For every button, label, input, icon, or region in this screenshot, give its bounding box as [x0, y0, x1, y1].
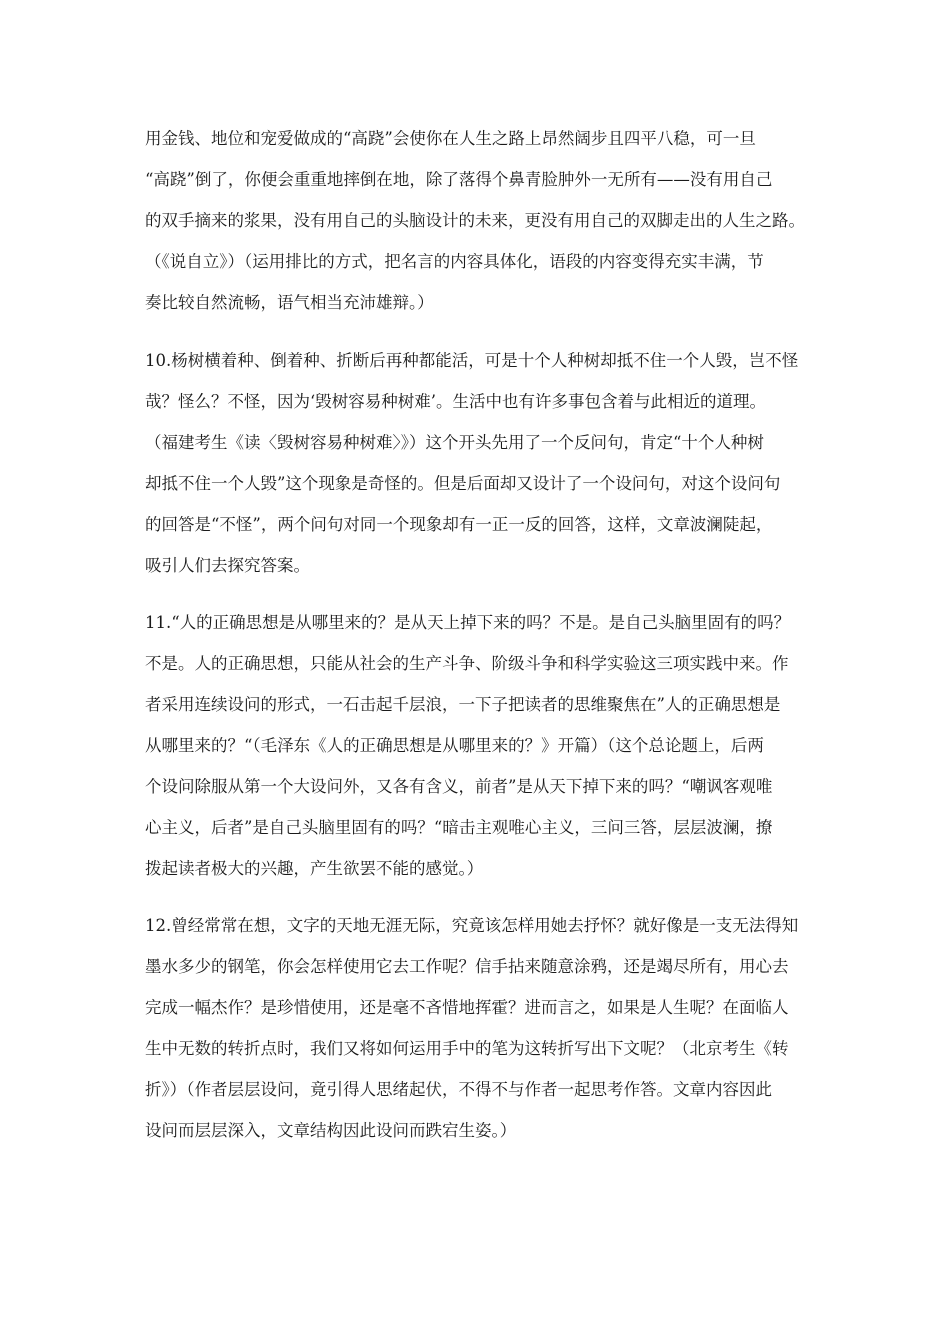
text-line: 从哪里来的？“（毛泽东《人的正确思想是从哪里来的？》开篇）（这个总论题上，后两 — [145, 736, 764, 755]
text-line: 个设问除服从第一个大设问外，又各有含义，前者”是从天下掉下来的吗？“嘲讽客观唯 — [145, 777, 773, 796]
text-line: 用金钱、地位和宠爱做成的“高跷”会使你在人生之路上昂然阔步且四平八稳，可一旦 — [145, 129, 756, 148]
text-line: 墨水多少的钢笔，你会怎样使用它去工作呢？信手拈来随意涂鸦，还是竭尽所有，用心去 — [145, 957, 789, 976]
text-line: 者采用连续设问的形式，一石击起千层浪，一下子把读者的思维聚焦在”人的正确思想是 — [145, 695, 781, 714]
text-line: 的回答是“不怪”，两个问句对同一个现象却有一正一反的回答，这样，文章波澜陡起， — [145, 515, 773, 534]
text-line: 哉？怪么？不怪，因为‘毁树容易种树难’。生活中也有许多事包含着与此相近的道理。 — [145, 392, 766, 411]
text-line: 折》）（作者层层设问，竟引得人思绪起伏，不得不与作者一起思考作答。文章内容因此 — [145, 1080, 772, 1099]
paragraph-item-10 — [145, 340, 815, 586]
paragraph-item-12 — [145, 905, 815, 1151]
text-line: 12.曾经常常在想，文字的天地无涯无际，究竟该怎样用她去抒怀？就好像是一支无法得知 — [145, 916, 799, 935]
text-line: 设问而层层深入，文章结构因此设问而跌宕生姿。） — [145, 1121, 517, 1140]
text-line: 拨起读者极大的兴趣，产生欲罢不能的感觉。） — [145, 859, 484, 878]
text-line: 心主义，后者”是自己头脑里固有的吗？“暗击主观唯心主义，三问三答，层层波澜，撩 — [145, 818, 773, 837]
text-line: 却抵不住一个人毁”这个现象是奇怪的。但是后面却又设计了一个设问句，对这个设问句 — [145, 474, 781, 493]
text-line: （《说自立》）（运用排比的方式，把名言的内容具体化，语段的内容变得充实丰满，节 — [145, 252, 764, 271]
text-line: 完成一幅杰作？是珍惜使用，还是毫不吝惜地挥霍？进而言之，如果是人生呢？在面临人 — [145, 998, 789, 1017]
paragraph-self-reliance-excerpt — [145, 118, 815, 323]
text-line: 奏比较自然流畅，语气相当充沛雄辩。） — [145, 293, 434, 312]
text-line: 吸引人们去探究答案。 — [145, 556, 310, 575]
text-line: 的双手摘来的浆果，没有用自己的头脑设计的未来，更没有用自己的双脚走出的人生之路。 — [145, 211, 805, 230]
text-line: “高跷”倒了，你便会重重地摔倒在地，除了落得个鼻青脸肿外一无所有——没有用自己 — [145, 170, 773, 189]
text-line: 不是。人的正确思想，只能从社会的生产斗争、阶级斗争和科学实验这三项实践中来。作 — [145, 654, 789, 673]
paragraph-item-11 — [145, 602, 815, 889]
text-line: 11.“人的正确思想是从哪里来的？是从天上掉下来的吗？不是。是自己头脑里固有的吗？ — [145, 613, 791, 632]
text-line: （福建考生《读〈毁树容易种树难〉》）这个开头先用了一个反问句，肯定“十个人种树 — [145, 433, 764, 452]
text-line: 10.杨树横着种、倒着种、折断后再种都能活，可是十个人种树却抵不住一个人毁，岂不怪 — [145, 351, 799, 370]
text-line: 生中无数的转折点时，我们又将如何运用手中的笔为这转折写出下文呢？（北京考生《转 — [145, 1039, 789, 1058]
